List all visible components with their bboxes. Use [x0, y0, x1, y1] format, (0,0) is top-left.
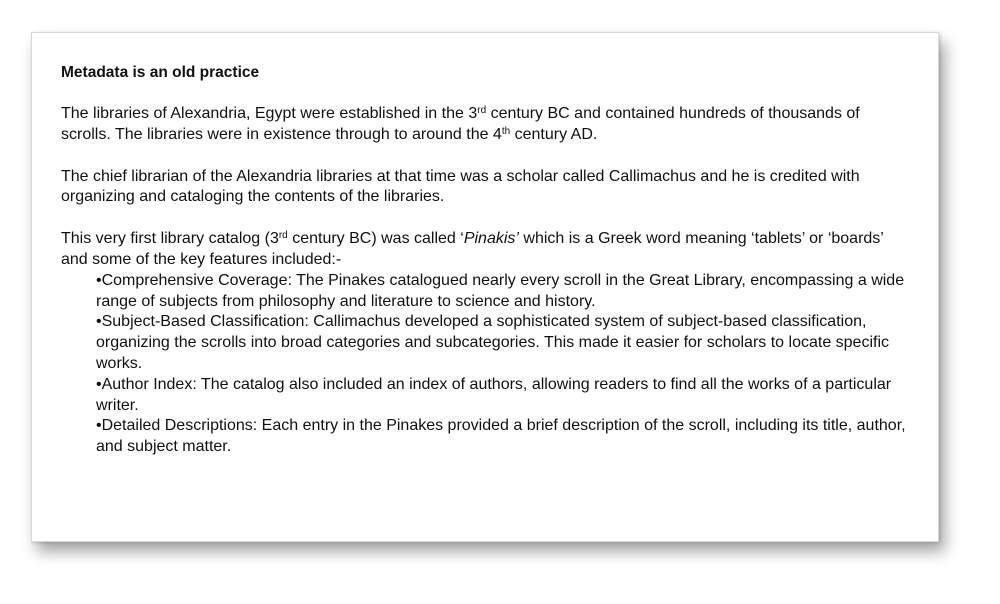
- superscript: rd: [477, 105, 487, 116]
- paragraph-alexandria: [61, 104, 911, 146]
- list-item: •Detailed Descriptions: Each entry in the Pinakes provided a brief description of the scroll, including its title, author, and subject matter.: [96, 417, 906, 456]
- list-item: •Author Index: The catalog also included an index of authors, allowing readers to find all the works of a particular writer.: [96, 375, 892, 414]
- text-segment: century AD.: [510, 125, 598, 143]
- text-segment: This very first library catalog (3: [61, 230, 279, 248]
- document-content: [61, 63, 911, 458]
- text-segment: The libraries of Alexandria, Egypt were established in the 3: [61, 105, 478, 122]
- paragraph-callimachus: The chief librarian of the Alexandria libraries at that time was a scholar called Callimachus and he is credited with organizing and cataloging the contents of the libraries.: [61, 167, 860, 206]
- text-segment: which is a Greek word meaning ‘tablets’ or ‘boards’ and some of the key features included:-: [61, 230, 884, 268]
- italic-term: Pinakis’: [463, 230, 519, 248]
- list-item: •Comprehensive Coverage: The Pinakes catalogued nearly every scroll in the Great Library, encompassing a wide range of subjects from philosophy and literature to science and history.: [96, 271, 905, 310]
- text-segment: century BC and contained hundreds of thousands of scrolls. The libraries were in existence through to around the 4: [61, 105, 860, 143]
- text-segment: century BC) was called ‘: [287, 230, 464, 248]
- superscript: th: [501, 125, 511, 137]
- list-item: •Subject-Based Classification: Callimachus developed a sophisticated system of subject-based classification, organizing the scrolls into broad categories and subcategories. This made it easier for scholars to locate specific works.: [96, 313, 890, 372]
- paragraph-catalog: [61, 229, 911, 271]
- superscript: rd: [278, 230, 288, 242]
- feature-list: [61, 271, 911, 458]
- document-heading: Metadata is an old practice: [61, 64, 260, 81]
